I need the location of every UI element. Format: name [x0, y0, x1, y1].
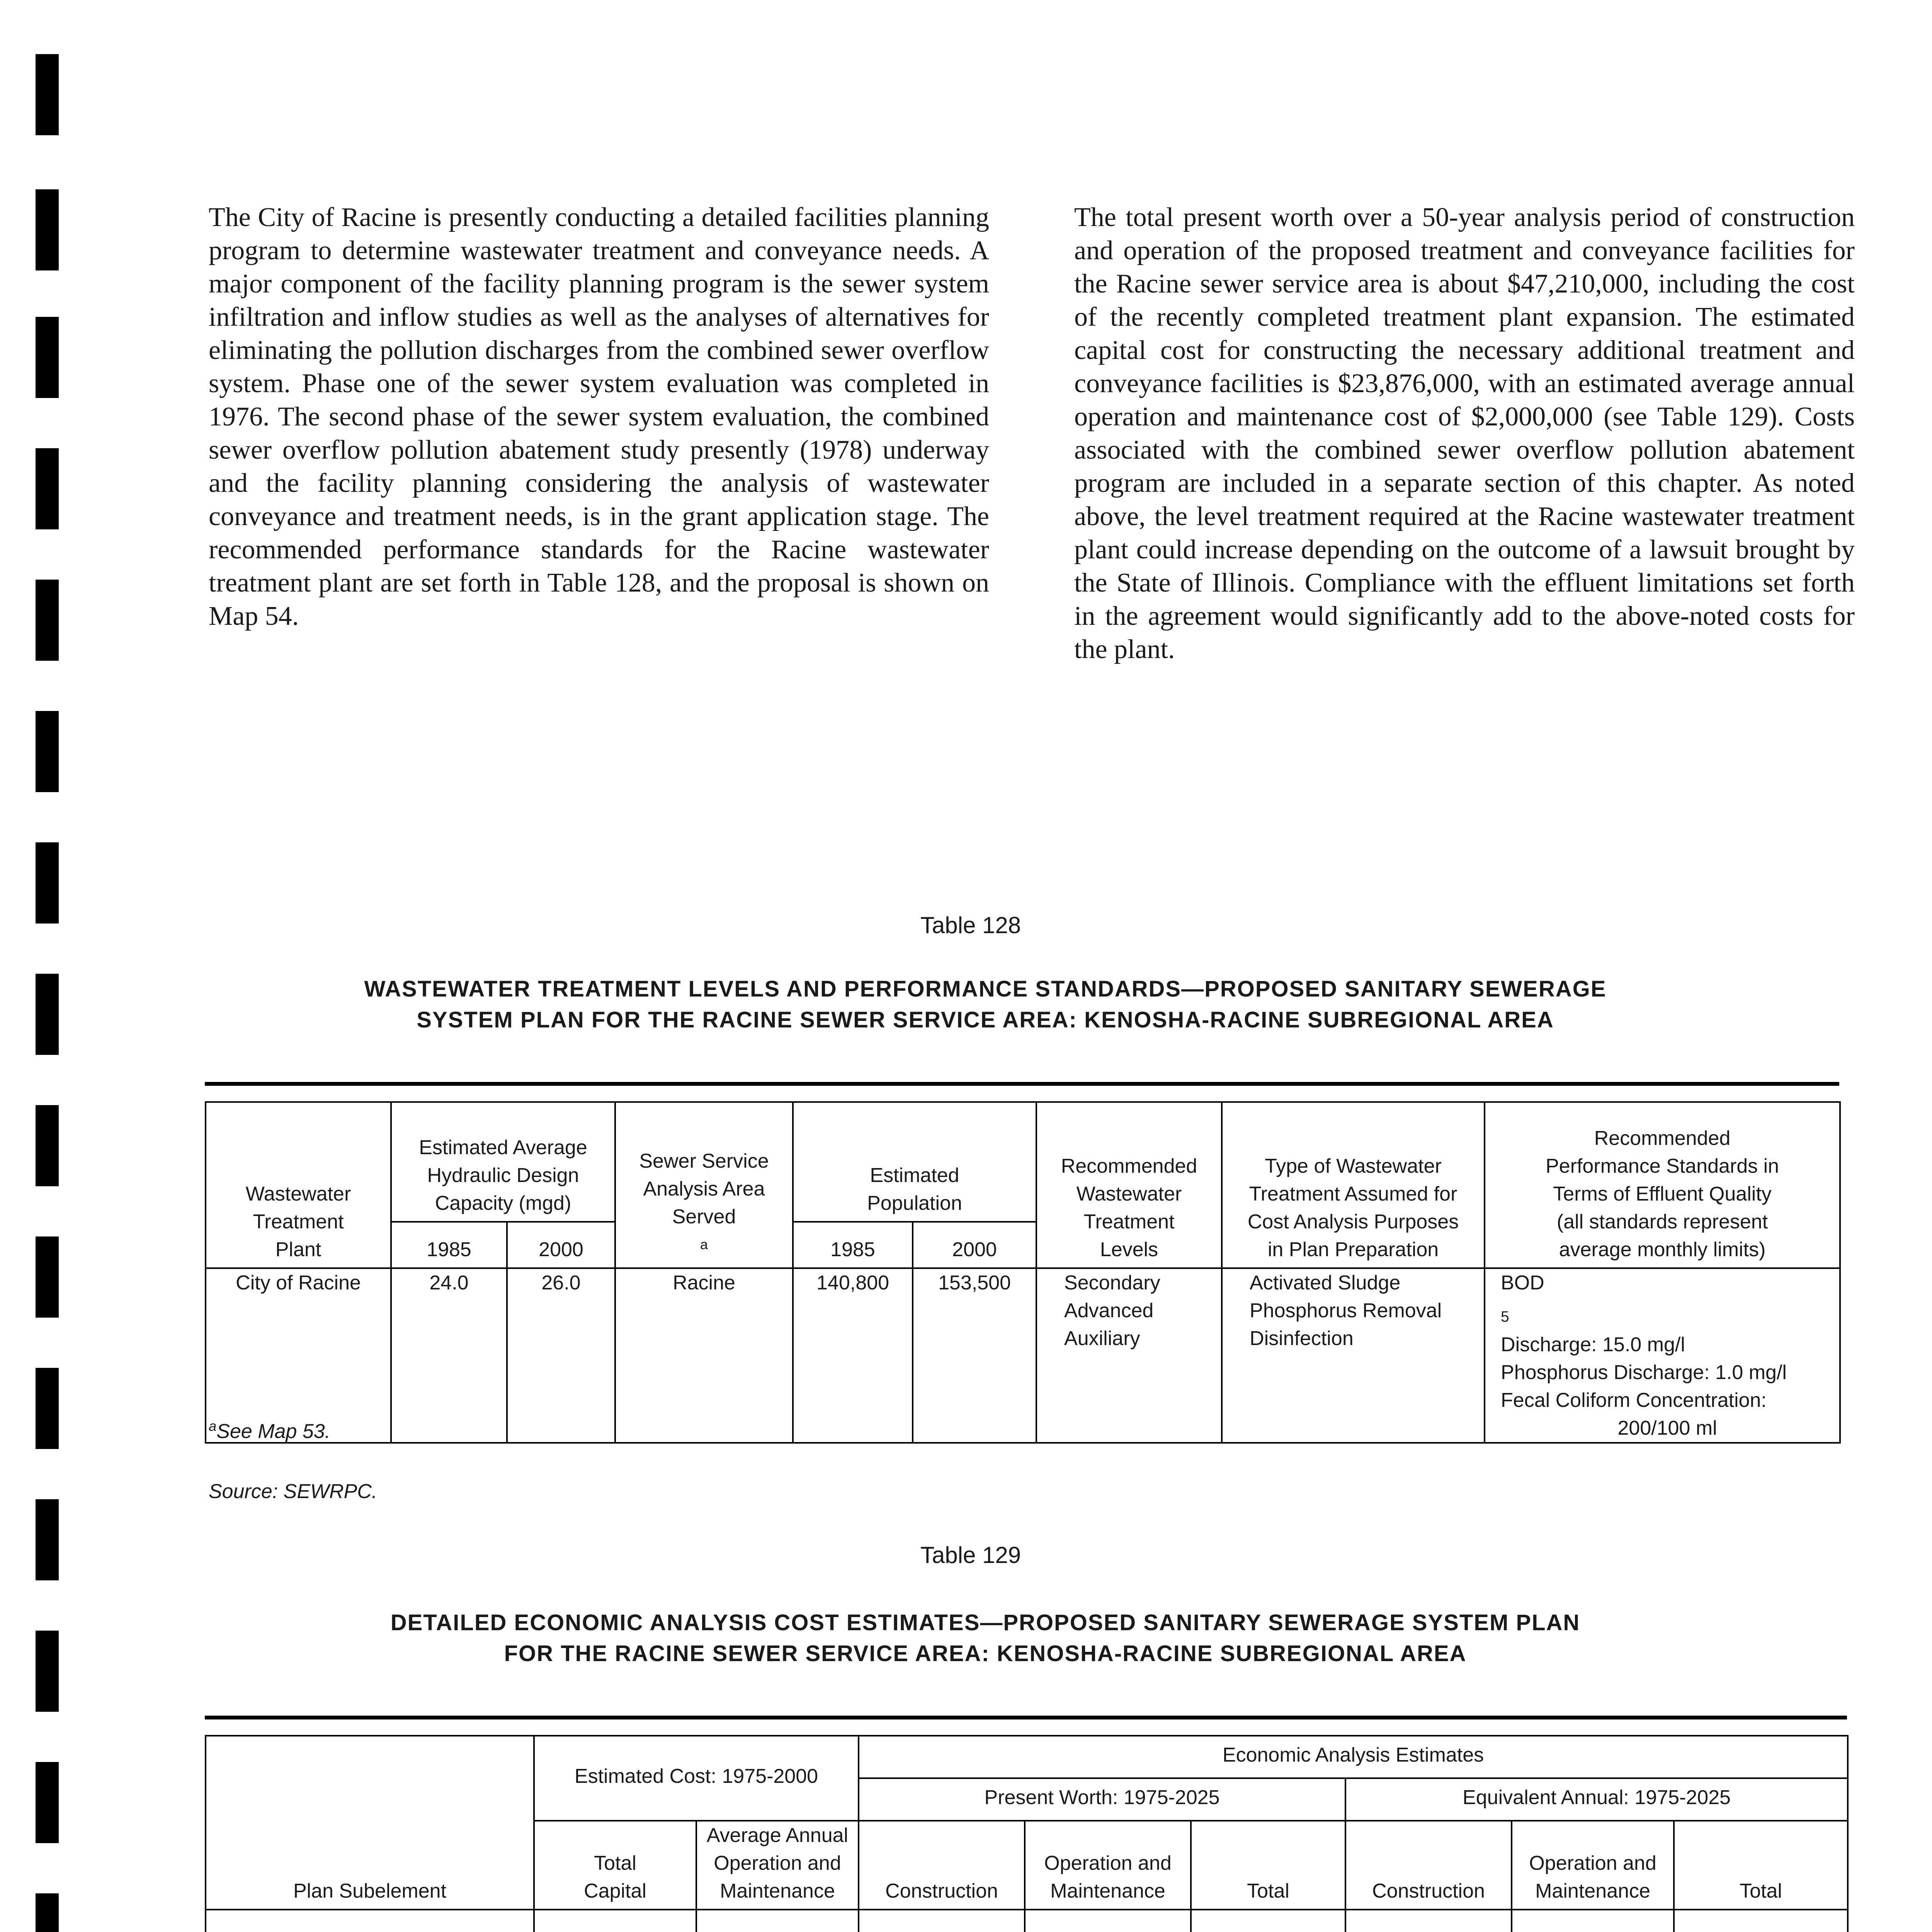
- cell: [1025, 1910, 1191, 1932]
- header-present-worth: Present Worth: 1975-2025: [859, 1778, 1345, 1821]
- cell: [1191, 1910, 1345, 1932]
- table-129-title: [270, 1607, 1700, 1669]
- header-standards: Recommended Performance Standards in Terms of Effluent Quality (all standards represent average monthly limits): [1485, 1102, 1840, 1268]
- cell-levels: Secondary Advanced Auxiliary: [1036, 1268, 1222, 1443]
- header-pw-om: Operation and Maintenance: [1025, 1821, 1191, 1910]
- cell-cap-2000: 26.0: [507, 1268, 615, 1443]
- binding-mark: [36, 842, 59, 923]
- header-capacity-2000: 2000: [507, 1222, 615, 1268]
- header-estimated-cost: Estimated Cost: 1975-2000: [534, 1736, 859, 1821]
- binding-mark: [36, 711, 59, 792]
- header-ea-total: Total: [1674, 1821, 1848, 1910]
- table-128-title: [270, 974, 1700, 1036]
- binding-mark: [36, 189, 59, 270]
- binding-mark: [36, 317, 59, 398]
- cell-pop-1985: 140,800: [793, 1268, 913, 1443]
- table-128-source: Source: SEWRPC.: [209, 1480, 378, 1503]
- header-ea-construction: Construction: [1345, 1821, 1512, 1910]
- cell: [859, 1910, 1025, 1932]
- binding-mark: [36, 1631, 59, 1712]
- table-128-label: Table 128: [920, 912, 1021, 938]
- table-129: [205, 1735, 1849, 1932]
- cell-cap-1985: 24.0: [391, 1268, 507, 1443]
- header-economic-analysis: Economic Analysis Estimates: [859, 1736, 1848, 1778]
- cell-standards: BOD $_5$ Discharge: 15.0 mg/l Phosphorus Discharge: 1.0 mg/l Fecal Coliform Concentration: 200/100 ml: [1485, 1268, 1840, 1443]
- binding-mark: [36, 1105, 59, 1186]
- header-levels: Recommended Wastewater Treatment Levels: [1036, 1102, 1222, 1268]
- header-avg-annual-om: Average Annual Operation and Maintenance: [696, 1821, 859, 1910]
- table-row: [206, 1268, 1840, 1443]
- table-128-title-line: WASTEWATER TREATMENT LEVELS AND PERFORMANCE STANDARDS—PROPOSED SANITARY SEWERAGE: [364, 976, 1607, 1002]
- header-pw-construction: Construction: [859, 1821, 1025, 1910]
- binding-mark: [36, 974, 59, 1055]
- cell: [1512, 1910, 1674, 1932]
- header-pw-total: Total: [1191, 1821, 1345, 1910]
- header-sewer-area: Sewer Service Analysis Area Served $^a$: [615, 1102, 793, 1268]
- header-population: Estimated Population: [793, 1102, 1036, 1222]
- table-129-top-rule: [205, 1716, 1847, 1719]
- table-128-title-line: SYSTEM PLAN FOR THE RACINE SEWER SERVICE AREA: KENOSHA-RACINE SUBREGIONAL AREA: [417, 1007, 1554, 1032]
- header-plan-subelement: Plan Subelement: [206, 1736, 534, 1910]
- table-129-label: Table 129: [920, 1542, 1021, 1568]
- header-total-capital: Total Capital: [534, 1821, 696, 1910]
- cell: [534, 1910, 696, 1932]
- table-128: [205, 1101, 1841, 1444]
- body-paragraph-left: The City of Racine is presently conducting a detailed facilities planning program to determine wastewater treatment and conveyance needs. A major component of the facility planning program is the sewer system infiltration and inflow studies as well as the analyses of alternatives for eliminating the pollution discharges from the combined sewer overflow system. Phase one of the sewer system evaluation was completed in 1976. The second phase of the sewer system evaluation, the combined sewer overflow pollution abatement study presently (1978) underway and the facility planning considering the analysis of wastewater conveyance and treatment needs, is in the grant application stage. The recommended performance standards for the Racine wastewater treatment plant are set forth in Table 128, and the proposal is shown on Map 54.: [209, 202, 989, 631]
- cell-types: Activated Sludge Phosphorus Removal Disinfection: [1222, 1268, 1485, 1443]
- cell: [1345, 1910, 1512, 1932]
- binding-mark: [36, 1236, 59, 1318]
- cell: [1674, 1910, 1848, 1932]
- header-pop-2000: 2000: [913, 1222, 1036, 1268]
- binding-mark: [36, 580, 59, 661]
- header-type: Type of Wastewater Treatment Assumed for Cost Analysis Purposes in Plan Preparation: [1222, 1102, 1485, 1268]
- binding-mark: [36, 448, 59, 529]
- binding-mark: [36, 1762, 59, 1843]
- table-128-top-rule: [205, 1082, 1839, 1086]
- cell-pop-2000: 153,500: [913, 1268, 1036, 1443]
- header-equivalent-annual: Equivalent Annual: 1975-2025: [1345, 1778, 1848, 1821]
- header-ea-om: Operation and Maintenance: [1512, 1821, 1674, 1910]
- binding-mark: [36, 1893, 59, 1932]
- table-row: [206, 1910, 1848, 1932]
- header-pop-1985: 1985: [793, 1222, 913, 1268]
- binding-mark: [36, 1368, 59, 1449]
- row-label-wtp: [206, 1910, 534, 1932]
- cell-area: Racine: [615, 1268, 793, 1443]
- table-129-title-line: FOR THE RACINE SEWER SERVICE AREA: KENOSHA-RACINE SUBREGIONAL AREA: [504, 1641, 1467, 1666]
- header-capacity-1985: 1985: [391, 1222, 507, 1268]
- cell: [696, 1910, 859, 1932]
- header-capacity: Estimated Average Hydraulic Design Capacity (mgd): [391, 1102, 615, 1222]
- body-paragraph-right: The total present worth over a 50-year analysis period of construction and operation of the proposed treatment and conveyance facilities for the Racine sewer service area is about $47,210,000, including the cost of the recently completed treatment plant expansion. The estimated capital cost for constructing the necessary additional treatment and conveyance facilities is $23,876,000, with an estimated average annual operation and maintenance cost of $2,000,000 (see Table 129). Costs associated with the combined sewer overflow pollution abatement program are included in a separate section of this chapter. As noted above, the level treatment required at the Racine wastewater treatment plant could increase depending on the outcome of a lawsuit brought by the State of Illinois. Compliance with the effluent limitations set forth in the agreement would significantly add to the above-noted costs for the plant.: [1074, 202, 1855, 664]
- table-128-footnote: $^a$See Map 53.: [209, 1418, 331, 1443]
- table-129-title-line: DETAILED ECONOMIC ANALYSIS COST ESTIMATES—PROPOSED SANITARY SEWERAGE SYSTEM PLAN: [390, 1610, 1580, 1635]
- binding-mark: [36, 54, 59, 135]
- cell-plant: City of Racine: [206, 1268, 391, 1443]
- header-plant: Wastewater Treatment Plant: [206, 1102, 391, 1268]
